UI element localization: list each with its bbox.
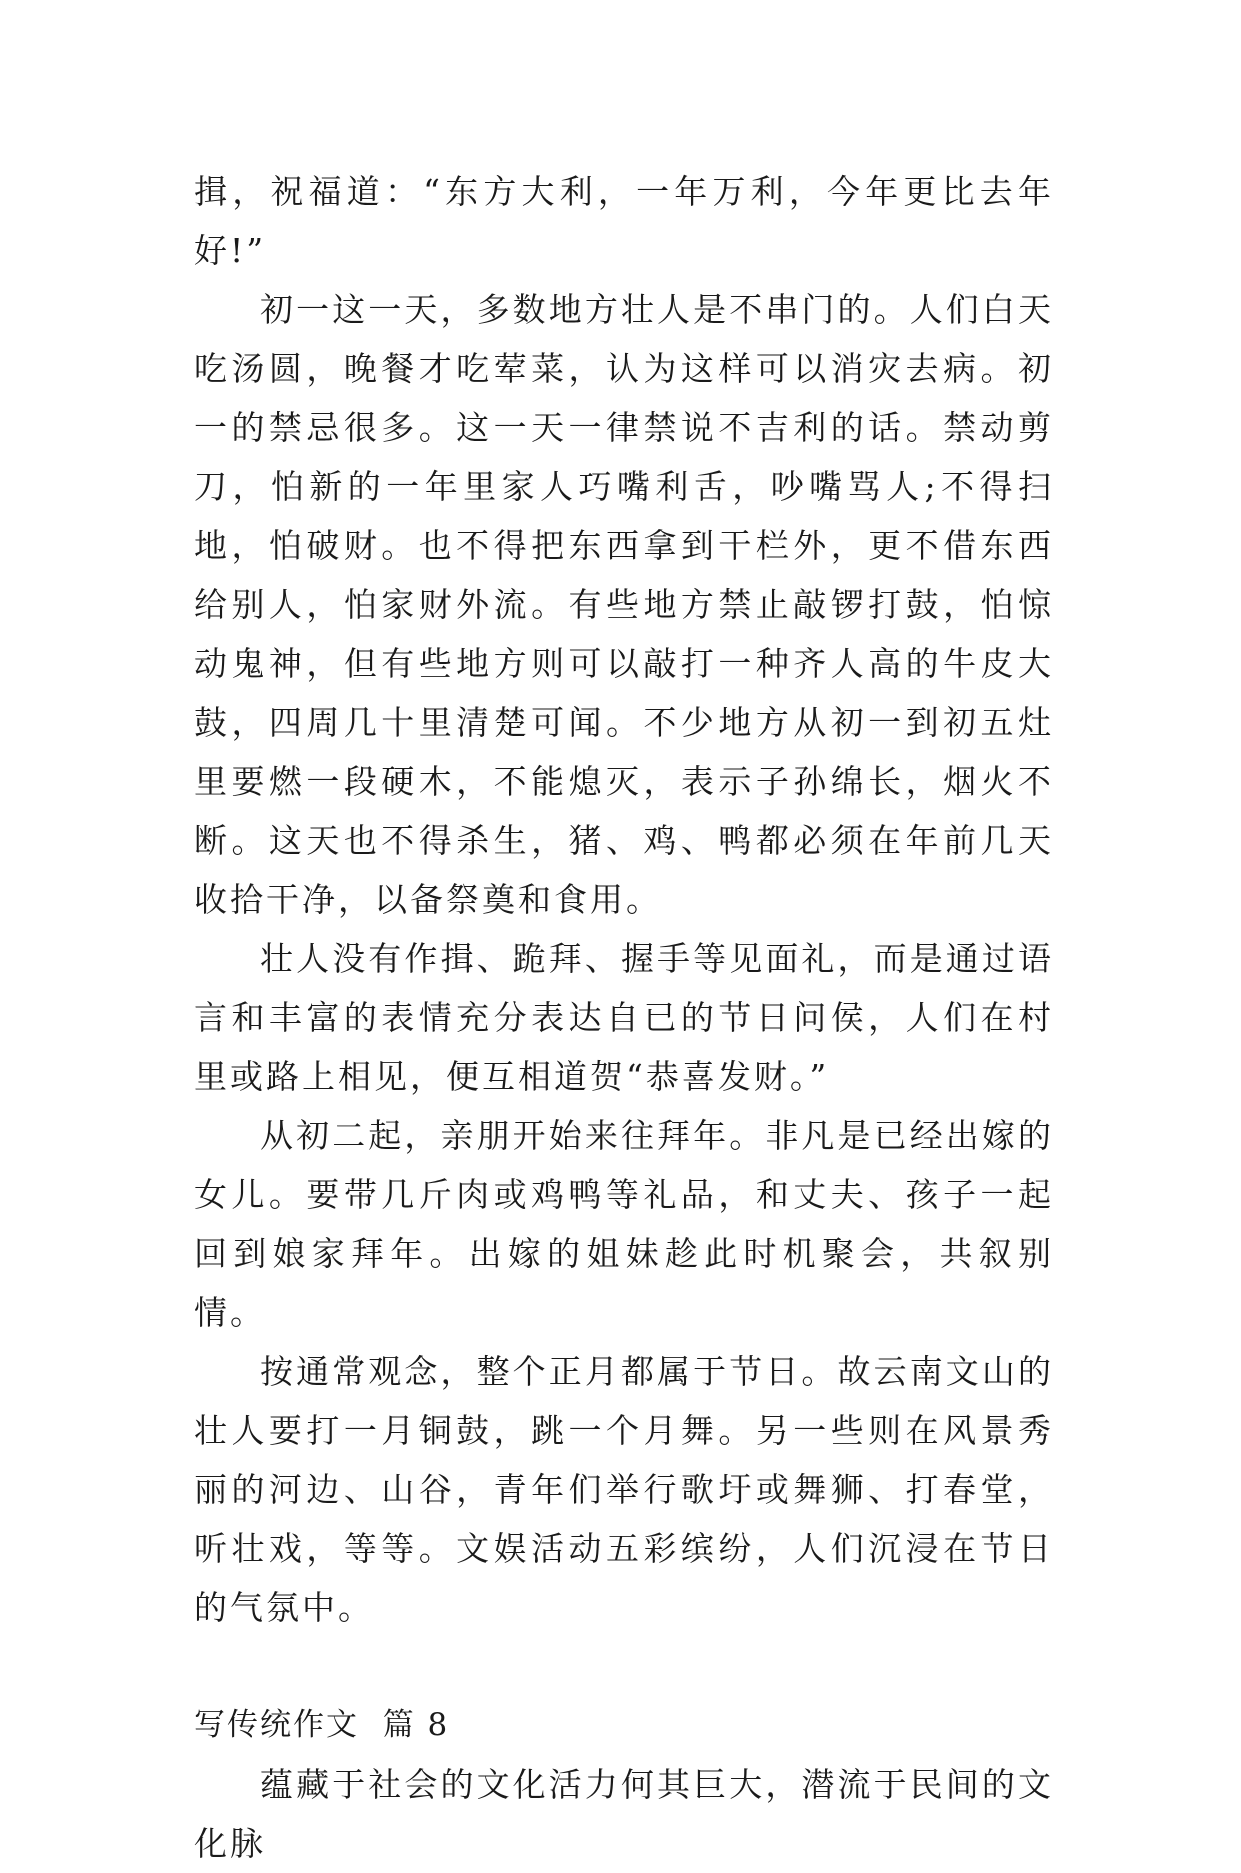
paragraph-2: 初一这一天，多数地方壮人是不串门的。人们白天吃汤圆，晚餐才吃荤菜，认为这样可以消灾去病。初一的禁忌很多。这一天一律禁说不吉利的话。禁动剪刀，怕新的一年里家人巧嘴利舌，吵嘴骂人;不得扫地，怕破财。也不得把东西拿到干栏外，更不借东西给别人，怕家财外流。有些地方禁止敲锣打鼓，怕惊动鬼神，但有些地方则可以敲打一种齐人高的牛皮大鼓，四周几十里清楚可闻。不少地方从初一到初五灶里要燃一段硬木，不能熄灭，表示子孙绵长，烟火不断。这天也不得杀生，猪、鸡、鸭都必须在年前几天收拾干净，以备祭奠和食用。 [194,290,1054,919]
paragraph-1: 揖，祝福道：“东方大利，一年万利，今年更比去年好!” [194,172,1054,270]
section-heading: 写传统作文 篇 8 [194,1707,450,1743]
paragraph-4: 从初二起，亲朋开始来往拜年。非凡是已经出嫁的女儿。要带几斤肉或鸡鸭等礼品，和丈夫、孩子一起回到娘家拜年。出嫁的姐妹趁此时机聚会，共叙别情。 [194,1116,1054,1332]
paragraph-6: 蕴藏于社会的文化活力何其巨大，潜流于民间的文化脉 [194,1765,1054,1863]
document-body [194,162,1054,1873]
paragraph-3: 壮人没有作揖、跪拜、握手等见面礼，而是通过语言和丰富的表情充分表达自已的节日问侯，人们在村里或路上相见，便互相道贺“恭喜发财。” [194,939,1054,1096]
paragraph-5: 按通常观念，整个正月都属于节日。故云南文山的壮人要打一月铜鼓，跳一个月舞。另一些则在风景秀丽的河边、山谷，青年们举行歌圩或舞狮、打春堂，听壮戏，等等。文娱活动五彩缤纷，人们沉浸在节日的气氛中。 [194,1352,1054,1627]
